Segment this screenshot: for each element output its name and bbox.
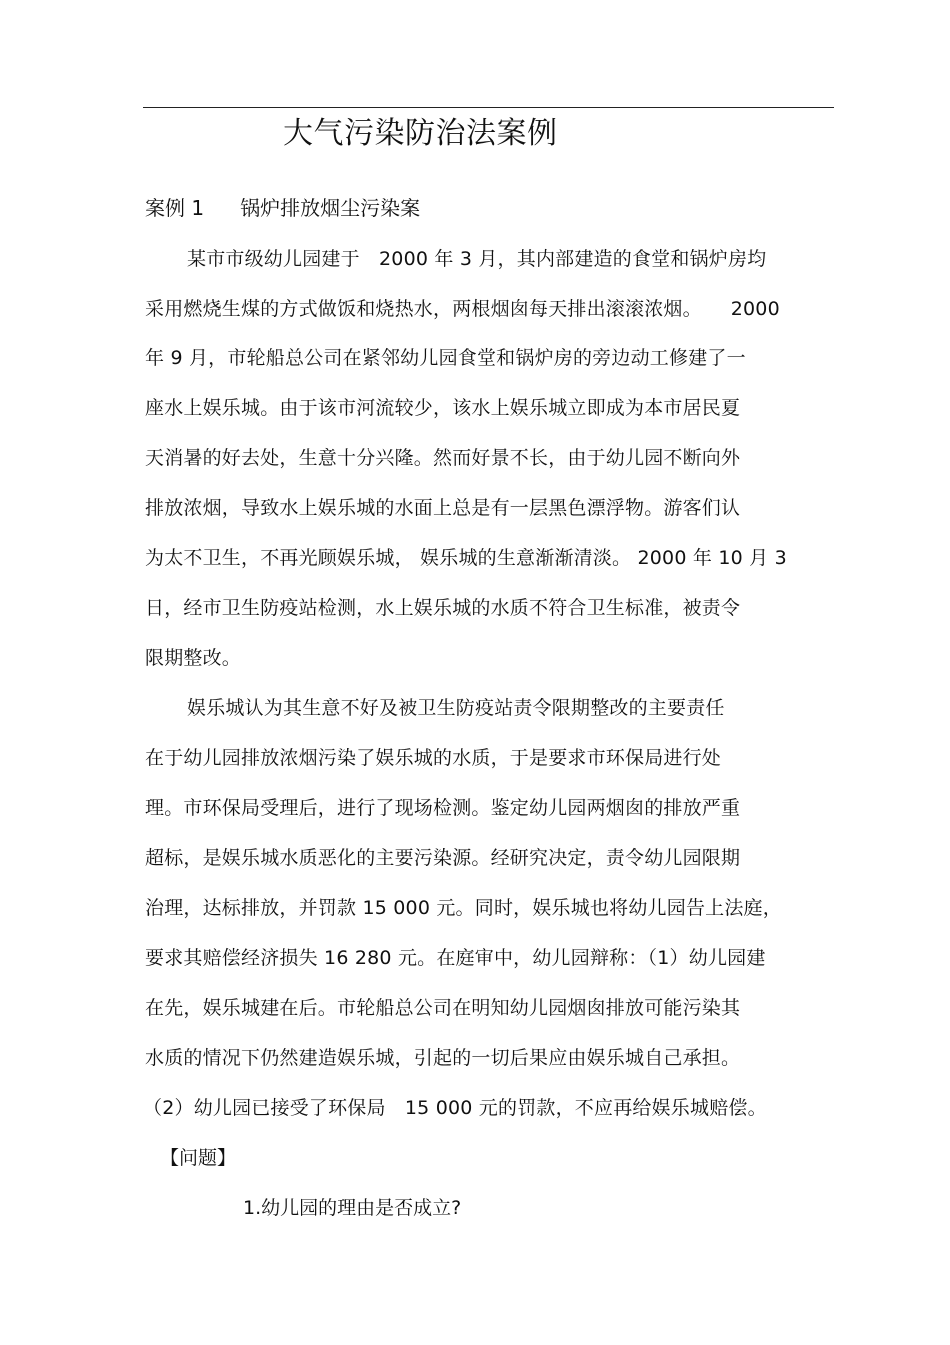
header-rule [143,107,834,108]
case-title: 锅炉排放烟尘污染案 [240,196,421,220]
paragraph-2-line: （2）幼儿园已接受了环保局 15 000 元的罚款，不应再给娱乐城赔偿。 [143,1097,767,1119]
paragraph-2-line: 要求其赔偿经济损失 16 280 元。在庭审中，幼儿园辩称：（1）幼儿园建 [145,947,766,969]
paragraph-1-line: 排放浓烟，导致水上娱乐城的水面上总是有一层黑色漂浮物。游客们认 [145,497,741,519]
document-title: 大气污染防治法案例 [283,116,558,151]
paragraph-1-line: 某市市级幼儿园建于 2000 年 3 月，其内部建造的食堂和锅炉房均 [187,248,767,270]
paragraph-1-line: 年 9 月，市轮船总公司在紧邻幼儿园食堂和锅炉房的旁边动工修建了一 [145,347,746,369]
case-number: 案例 1 [145,196,205,220]
paragraph-2-line: 在先，娱乐城建在后。市轮船总公司在明知幼儿园烟囱排放可能污染其 [145,997,741,1019]
paragraph-1-line: 为太不卫生，不再光顾娱乐城， 娱乐城的生意渐渐清淡。 2000 年 10 月 3 [145,547,787,569]
paragraph-1-line: 限期整改。 [145,647,242,669]
paragraph-2-line: 理。市环保局受理后，进行了现场检测。鉴定幼儿园两烟囱的排放严重 [145,797,741,819]
paragraph-1-line: 采用燃烧生煤的方式做饭和烧热水，两根烟囱每天排出滚滚浓烟。 2000 [145,298,780,320]
questions-label: 【问题】 [160,1147,237,1169]
paragraph-2-line: 超标，是娱乐城水质恶化的主要污染源。经研究决定，责令幼儿园限期 [145,847,741,869]
paragraph-1-line: 天消暑的好去处，生意十分兴隆。然而好景不长，由于幼儿园不断向外 [145,447,741,469]
paragraph-1-line: 座水上娱乐城。由于该市河流较少，该水上娱乐城立即成为本市居民夏 [145,397,741,419]
case-heading [145,193,420,223]
paragraph-2-line: 娱乐城认为其生意不好及被卫生防疫站责令限期整改的主要责任 [187,697,725,719]
question-item: 1.幼儿园的理由是否成立? [243,1197,462,1219]
paragraph-2-line: 治理，达标排放，并罚款 15 000 元。同时，娱乐城也将幼儿园告上法庭， [145,897,782,919]
paragraph-2-line: 水质的情况下仍然建造娱乐城，引起的一切后果应由娱乐城自己承担。 [145,1047,741,1069]
paragraph-2-line: 在于幼儿园排放浓烟污染了娱乐城的水质，于是要求市环保局进行处 [145,747,722,769]
paragraph-1-line: 日，经市卫生防疫站检测，水上娱乐城的水质不符合卫生标准，被责令 [145,597,741,619]
